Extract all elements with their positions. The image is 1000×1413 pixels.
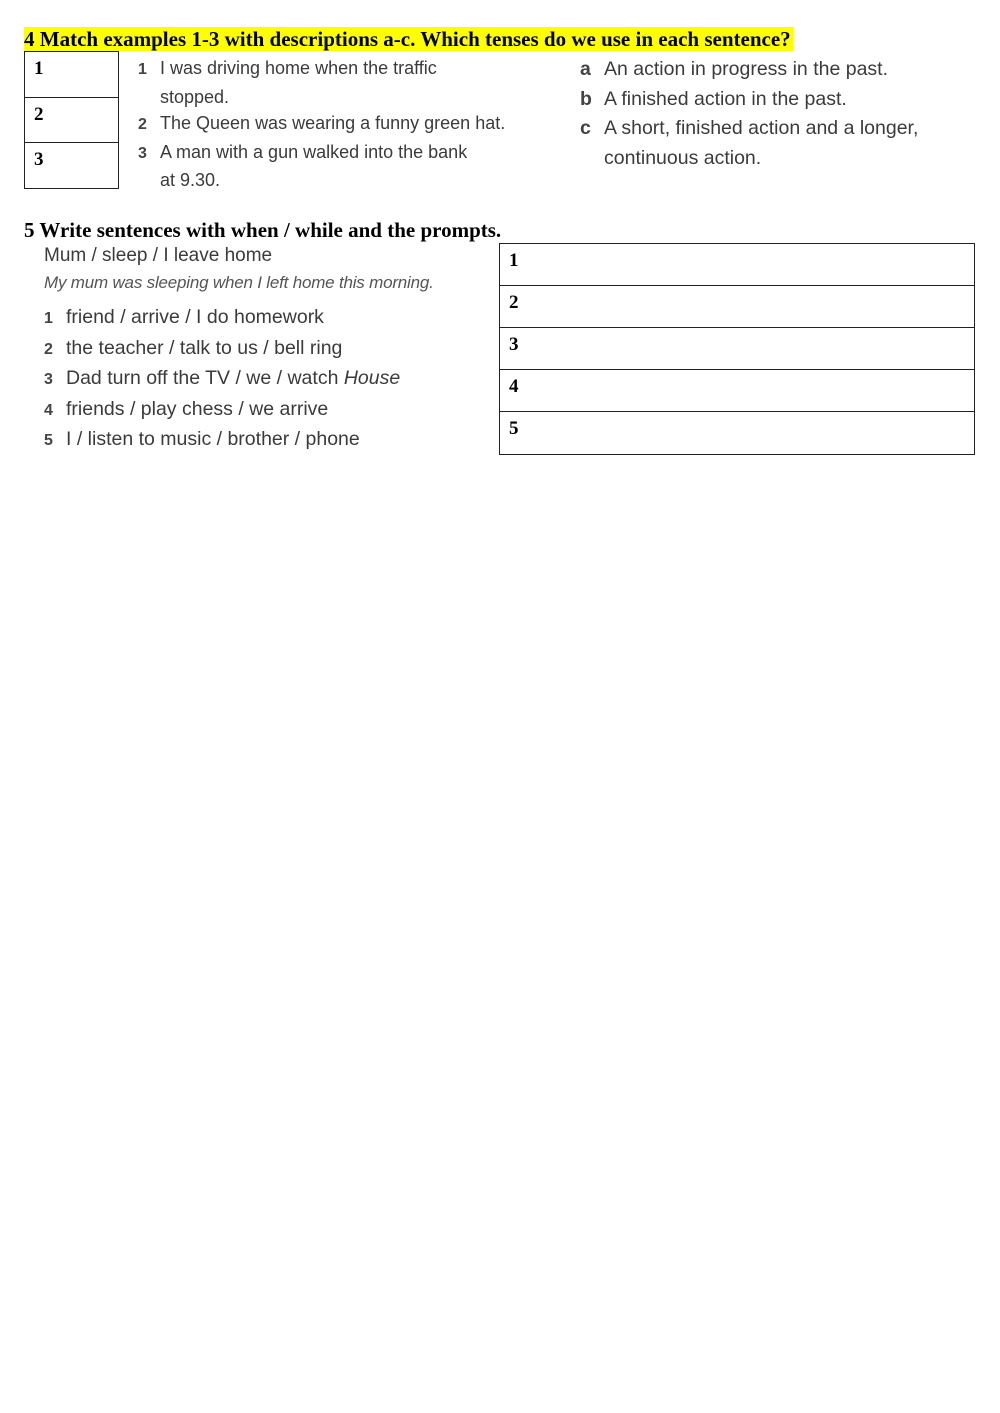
prompt-text: friends / play chess / we arrive <box>66 397 329 420</box>
example-text: A man with a gun walked into the bank <box>160 141 468 162</box>
prompt-item-3 <box>44 364 400 395</box>
answer-cell-4[interactable]: 4 <box>500 370 975 412</box>
example-text: I was driving home when the traffic <box>160 58 437 78</box>
answer-cell-1[interactable]: 1 <box>500 244 975 286</box>
exercise-5-example <box>44 243 434 296</box>
example-text-continued: stopped. <box>160 86 230 107</box>
answer-cell-3[interactable]: 3 <box>25 143 119 189</box>
exercise-5-answer-table <box>499 243 975 455</box>
prompt-text: I / listen to music / brother / phone <box>66 428 360 450</box>
description-c <box>580 114 918 144</box>
description-letter: c <box>580 117 591 139</box>
prompt-item-2 <box>44 334 400 365</box>
description-a <box>580 55 918 85</box>
prompt-text: the teacher / talk to us / bell ring <box>66 336 343 359</box>
description-text: A short, finished action and a longer, <box>604 117 919 139</box>
description-letter: b <box>580 87 592 110</box>
example-answer: My mum was sleeping when I left home this morning. <box>44 272 434 292</box>
prompt-number: 4 <box>44 401 53 419</box>
answer-cell-2[interactable]: 2 <box>25 98 119 143</box>
prompt-number: 2 <box>44 340 53 358</box>
example-item-2 <box>138 110 505 139</box>
example-text-continued: at 9.30. <box>160 170 221 190</box>
exercise-5-title: 5 Write sentences with when / while and the prompts. <box>24 218 502 242</box>
example-number: 3 <box>138 144 147 162</box>
description-text: A finished action in the past. <box>604 87 847 110</box>
answer-cell-5[interactable]: 5 <box>500 412 975 455</box>
exercise-4-descriptions <box>580 55 918 173</box>
exercise-4-answer-table <box>24 51 119 189</box>
prompt-number: 5 <box>44 432 53 449</box>
example-prompt: Mum / sleep / I leave home <box>44 245 273 266</box>
exercise-4-heading <box>24 26 793 52</box>
answer-cell-2[interactable]: 2 <box>500 286 975 328</box>
exercise-4-title: 4 Match examples 1-3 with descriptions a-c. Which tenses do we use in each sentence? <box>24 27 791 51</box>
description-text: An action in progress in the past. <box>604 58 888 80</box>
answer-cell-1[interactable]: 1 <box>25 52 119 98</box>
prompt-item-5 <box>44 425 400 456</box>
exercise-5-heading <box>24 217 501 243</box>
example-number: 1 <box>138 61 147 78</box>
example-item-1 <box>138 55 505 84</box>
answer-cell-3[interactable]: 3 <box>500 328 975 370</box>
description-letter: a <box>580 58 591 80</box>
example-item-3 <box>138 139 505 168</box>
description-text-continued: continuous action. <box>604 146 762 169</box>
exercise-4-examples <box>138 55 505 194</box>
exercise-5-prompts <box>44 303 400 456</box>
prompt-number: 3 <box>44 371 53 388</box>
example-text: The Queen was wearing a funny green hat. <box>160 113 506 133</box>
description-b <box>580 85 918 115</box>
prompt-item-1 <box>44 303 400 334</box>
example-number: 2 <box>138 116 147 133</box>
prompt-item-4 <box>44 395 400 426</box>
prompt-text: friend / arrive / I do homework <box>66 306 324 328</box>
prompt-number: 1 <box>44 310 53 327</box>
prompt-text-italic: House <box>343 367 401 389</box>
prompt-text: Dad turn off the TV / we / watch <box>66 367 344 389</box>
